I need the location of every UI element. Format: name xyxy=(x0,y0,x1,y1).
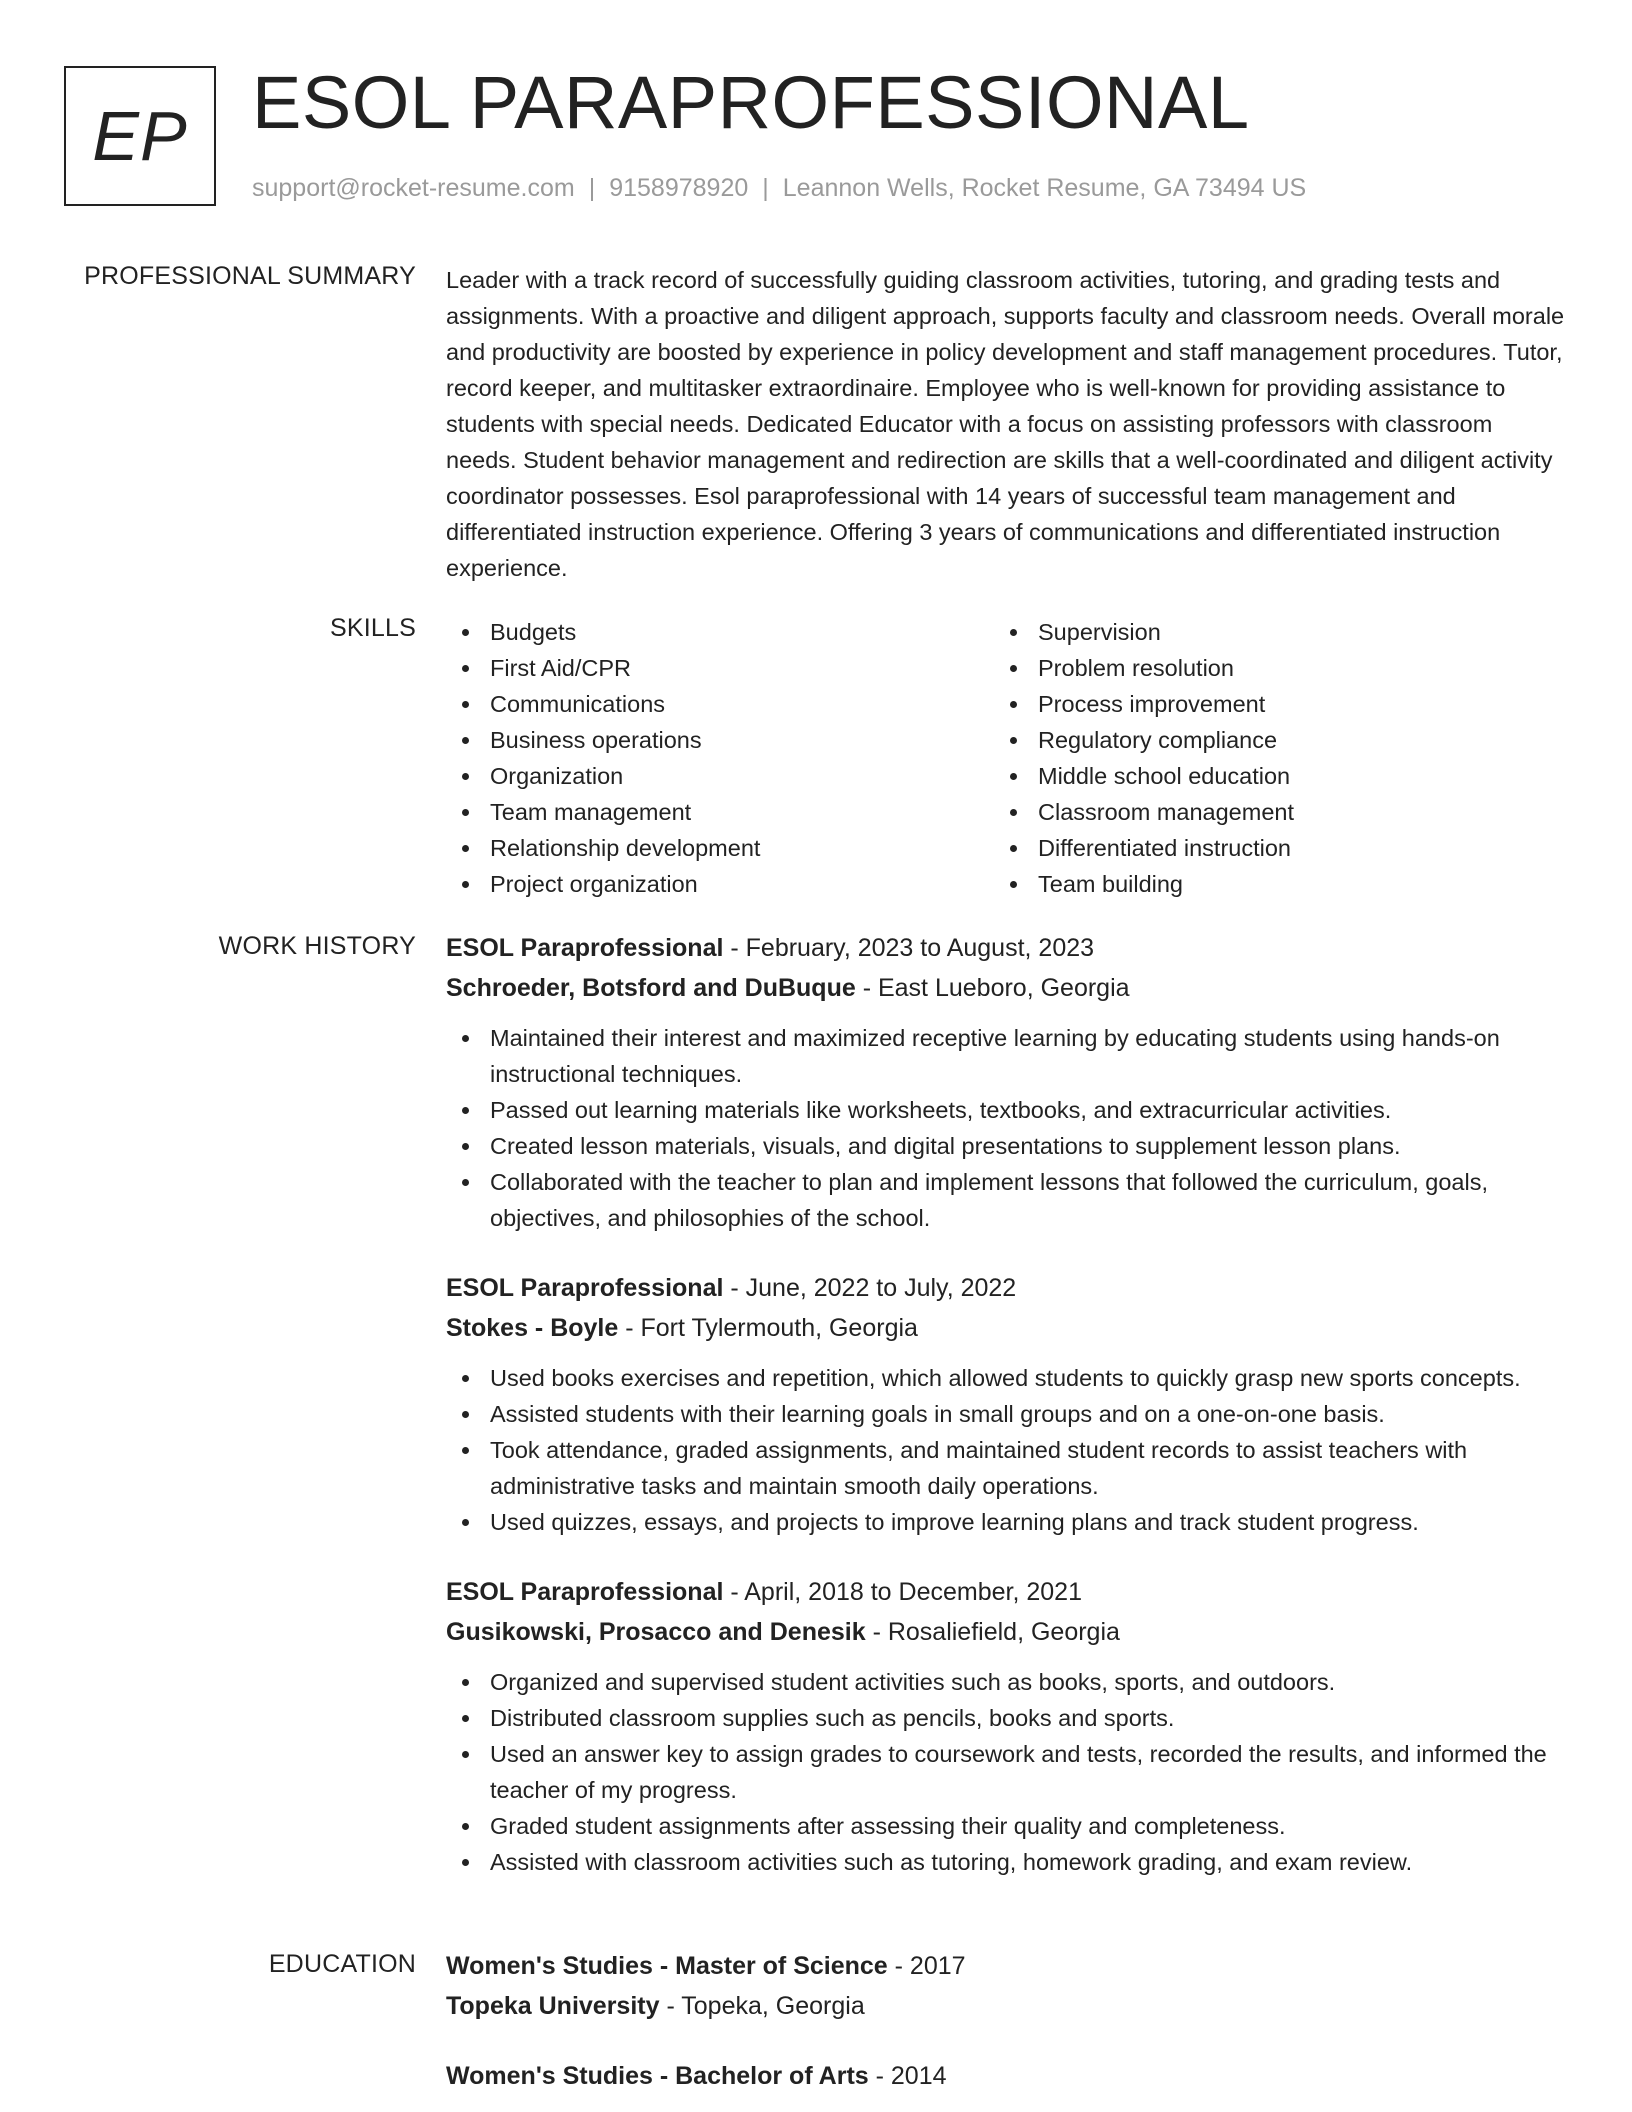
job-bullet: Organized and supervised student activities such as books, sports, and outdoors. xyxy=(446,1664,1566,1700)
education-school-line xyxy=(446,1986,1566,2026)
skill-item: Relationship development xyxy=(446,830,994,866)
education-entry xyxy=(446,1946,1566,2026)
education-degree-line xyxy=(446,2056,1566,2096)
job-company-line xyxy=(446,1308,1566,1348)
job-dates: - April, 2018 to December, 2021 xyxy=(723,1578,1082,1606)
skill-item: Regulatory compliance xyxy=(994,722,1542,758)
job-company: Gusikowski, Prosacco and Denesik xyxy=(446,1618,866,1646)
skill-item: Differentiated instruction xyxy=(994,830,1542,866)
skill-item: Supervision xyxy=(994,614,1542,650)
skills-heading: SKILLS xyxy=(330,614,416,642)
education-year: - 2014 xyxy=(868,2062,947,2090)
job-company-line xyxy=(446,1612,1566,1652)
skill-item: Team building xyxy=(994,866,1542,902)
contact-line xyxy=(252,174,1306,203)
job-location: - Fort Tylermouth, Georgia xyxy=(618,1314,918,1342)
education-year: - 2017 xyxy=(887,1952,966,1980)
skill-item: Classroom management xyxy=(994,794,1542,830)
skills-body xyxy=(446,614,1566,902)
job-bullet: Assisted with classroom activities such as tutoring, homework grading, and exam review. xyxy=(446,1844,1566,1880)
skill-item: Communications xyxy=(446,686,994,722)
job-company: Stokes - Boyle xyxy=(446,1314,619,1342)
candidate-name: ESOL PARAPROFESSIONAL xyxy=(252,61,1250,144)
job-bullet: Created lesson materials, visuals, and digital presentations to supplement lesson plans. xyxy=(446,1128,1566,1164)
job-entry xyxy=(446,1572,1566,1880)
skills-list-right xyxy=(994,614,1542,902)
job-bullet: Collaborated with the teacher to plan and implement lessons that followed the curriculum, goals, objectives, and philosophies of the school. xyxy=(446,1164,1566,1236)
job-location: - East Lueboro, Georgia xyxy=(855,974,1130,1002)
monogram-logo: EP xyxy=(64,66,216,206)
job-title: ESOL Paraprofessional xyxy=(446,1578,724,1606)
skill-item: Organization xyxy=(446,758,994,794)
job-company: Schroeder, Botsford and DuBuque xyxy=(446,974,856,1002)
job-bullet: Took attendance, graded assignments, and maintained student records to assist teachers with administrative tasks and maintain smooth daily operations. xyxy=(446,1432,1566,1504)
job-bullet: Distributed classroom supplies such as pencils, books and sports. xyxy=(446,1700,1566,1736)
skill-item: Middle school education xyxy=(994,758,1542,794)
job-company-line xyxy=(446,968,1566,1008)
job-bullet: Assisted students with their learning goals in small groups and on a one-on-one basis. xyxy=(446,1396,1566,1432)
job-title-line xyxy=(446,928,1566,968)
job-title: ESOL Paraprofessional xyxy=(446,934,724,962)
skill-item: Business operations xyxy=(446,722,994,758)
skill-item: Team management xyxy=(446,794,994,830)
education-degree: Women's Studies - Master of Science xyxy=(446,1952,888,1980)
work-history-body xyxy=(446,928,1566,1912)
summary-text: Leader with a track record of successfully guiding classroom activities, tutoring, and grading tests and assignments. With a proactive and diligent approach, supports faculty and classroom needs. Overall morale and productivity are boosted by experience in policy development and staff management procedures. Tutor, record keeper, and multitasker extraordinaire. Employee who is well-known for providing assistance to students with special needs. Dedicated Educator with a focus on assisting professors with classroom needs. Student behavior management and redirection are skills that a well-coordinated and diligent activity coordinator possesses. Esol paraprofessional with 14 years of successful team management and differentiated instruction experience. Offering 3 years of communications and differentiated instruction experience. xyxy=(446,267,1565,581)
contact-address: Leannon Wells, Rocket Resume, GA 73494 US xyxy=(782,174,1307,202)
job-bullet: Graded student assignments after assessing their quality and completeness. xyxy=(446,1808,1566,1844)
job-bullet: Passed out learning materials like worksheets, textbooks, and extracurricular activities. xyxy=(446,1092,1566,1128)
skill-item: Problem resolution xyxy=(994,650,1542,686)
job-bullets xyxy=(446,1664,1566,1880)
job-entry xyxy=(446,1268,1566,1540)
skill-item: Process improvement xyxy=(994,686,1542,722)
job-bullet: Used books exercises and repetition, which allowed students to quickly grasp new sports concepts. xyxy=(446,1360,1566,1396)
education-body xyxy=(446,1946,1566,2096)
education-entry xyxy=(446,2056,1566,2096)
education-degree-line xyxy=(446,1946,1566,1986)
education-heading: EDUCATION xyxy=(268,1950,416,1978)
job-dates: - February, 2023 to August, 2023 xyxy=(723,934,1095,962)
resume-header xyxy=(64,61,1592,216)
skills-list-left xyxy=(446,614,994,902)
job-dates: - June, 2022 to July, 2022 xyxy=(723,1274,1017,1302)
contact-separator: | xyxy=(762,174,769,202)
education-school: Topeka University xyxy=(446,1992,660,2020)
contact-phone: 9158978920 xyxy=(609,174,749,202)
job-bullets xyxy=(446,1360,1566,1540)
job-title-line xyxy=(446,1268,1566,1308)
job-entry xyxy=(446,928,1566,1236)
job-bullet: Maintained their interest and maximized receptive learning by educating students using hands-on instructional techniques. xyxy=(446,1020,1566,1092)
education-degree: Women's Studies - Bachelor of Arts xyxy=(446,2062,869,2090)
summary-heading: PROFESSIONAL SUMMARY xyxy=(84,262,416,290)
job-bullets xyxy=(446,1020,1566,1236)
contact-email: support@rocket-resume.com xyxy=(252,174,575,202)
job-title-line xyxy=(446,1572,1566,1612)
job-bullet: Used an answer key to assign grades to coursework and tests, recorded the results, and informed the teacher of my progress. xyxy=(446,1736,1566,1808)
job-bullet: Used quizzes, essays, and projects to improve learning plans and track student progress. xyxy=(446,1504,1566,1540)
job-location: - Rosaliefield, Georgia xyxy=(865,1618,1120,1646)
contact-separator: | xyxy=(588,174,596,202)
skill-item: Project organization xyxy=(446,866,994,902)
skill-item: Budgets xyxy=(446,614,994,650)
education-location: - Topeka, Georgia xyxy=(659,1992,865,2020)
skill-item: First Aid/CPR xyxy=(446,650,994,686)
job-title: ESOL Paraprofessional xyxy=(446,1274,724,1302)
work-history-heading: WORK HISTORY xyxy=(218,932,416,960)
